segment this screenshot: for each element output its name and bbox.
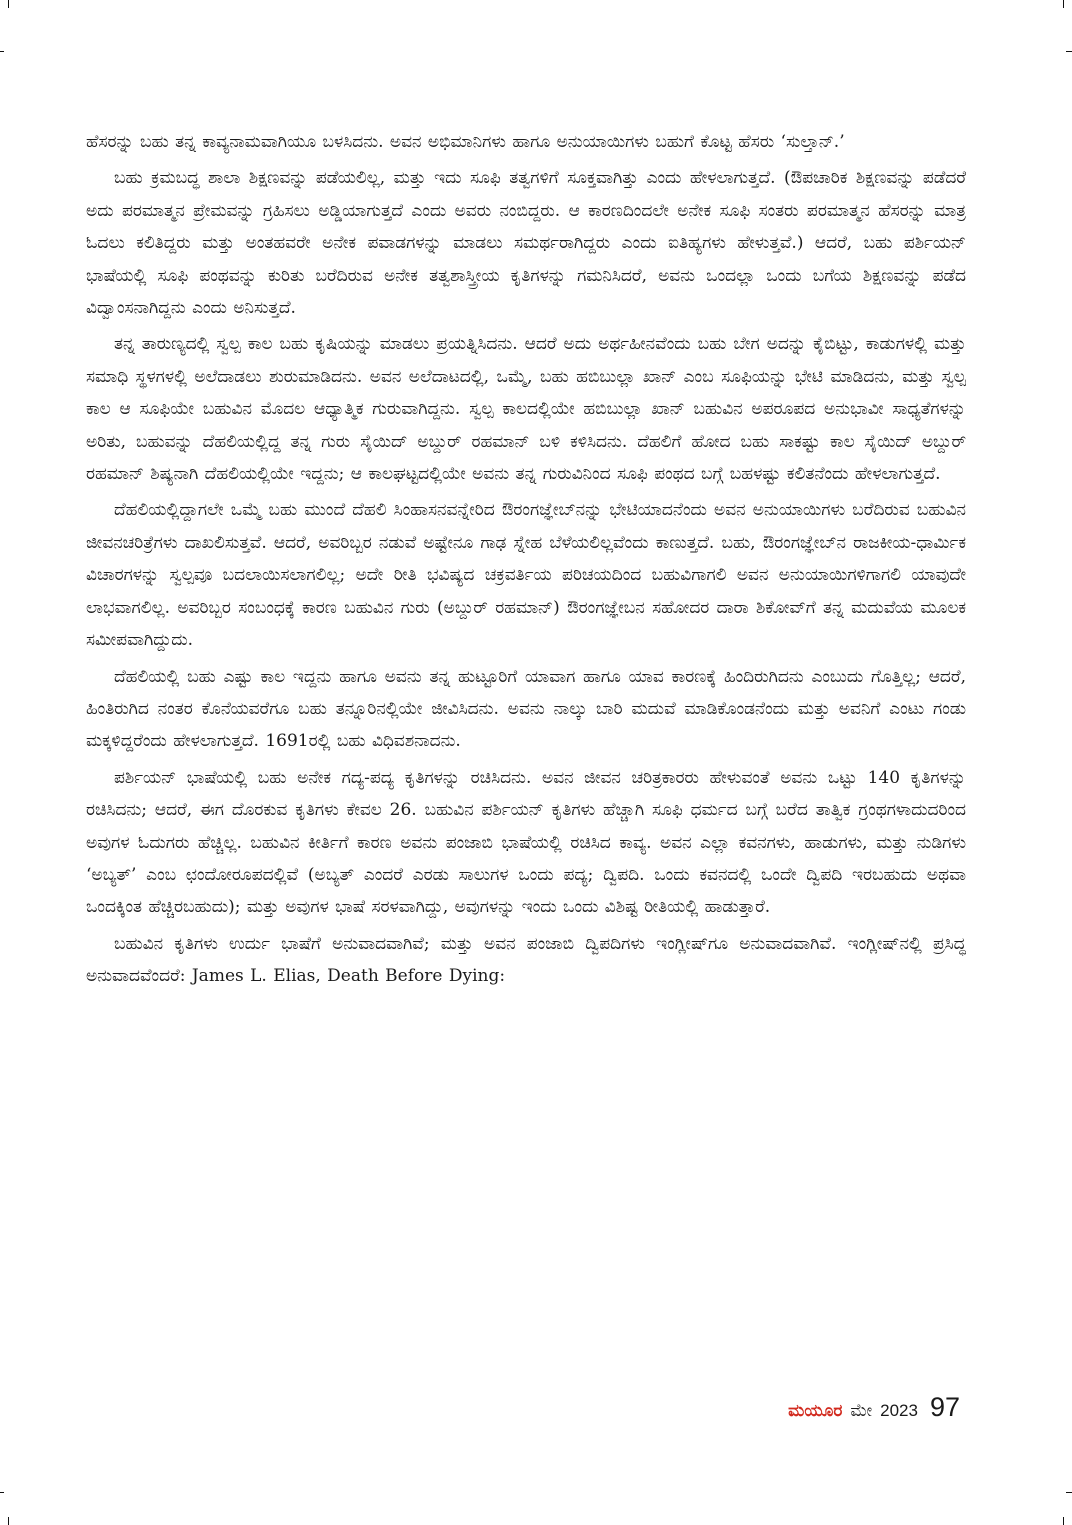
paragraph: ಬಹು ಕ್ರಮಬದ್ಧ ಶಾಲಾ ಶಿಕ್ಷಣವನ್ನು ಪಡೆಯಲಿಲ್ಲ, ಮತ್ತು ಇದು ಸೂಫಿ ತತ್ವಗಳಿಗೆ ಸೂಕ್ತವಾಗಿತ್ತು ಎಂದು ಹೇಳಲಾಗುತ್ತದೆ. (ಔಪಚಾರಿಕ ಶಿಕ್ಷಣವನ್ನು ಪಡೆದರೆ ಅದು ಪರಮಾತ್ಮನ ಪ್ರೇಮವನ್ನು ಗ್ರಹಿಸಲು ಅಡ್ಡಿಯಾಗುತ್ತದೆ ಎಂದು ಅವರು ನಂಬಿದ್ದರು. ಆ ಕಾರಣದಿಂದಲೇ ಅನೇಕ ಸೂಫಿ ಸಂತರು ಪರಮಾತ್ಮನ ಹೆಸರನ್ನು ಮಾತ್ರ ಓದಲು ಕಲಿತಿದ್ದರು ಮತ್ತು ಅಂತಹವರೇ ಅನೇಕ ಪವಾಡಗಳನ್ನು ಮಾಡಲು ಸಮರ್ಥರಾಗಿದ್ದರು ಎಂದು ಐತಿಹ್ಯಗಳು ಹೇಳುತ್ತವೆ.) ಆದರೆ, ಬಹು ಪರ್ಶಿಯನ್ ಭಾಷೆಯಲ್ಲಿ ಸೂಫಿ ಪಂಥವನ್ನು ಕುರಿತು ಬರೆದಿರುವ ಅನೇಕ ತತ್ವಶಾಸ್ತ್ರೀಯ ಕೃತಿಗಳನ್ನು ಗಮನಿಸಿದರೆ, ಅವನು ಒಂದಲ್ಲಾ ಒಂದು ಬಗೆಯ ಶಿಕ್ಷಣವನ್ನು ಪಡೆದ ವಿದ್ವಾಂಸನಾಗಿದ್ದನು ಎಂದು ಅನಿಸುತ್ತದೆ. bbox=[86, 168, 966, 319]
paragraph: ತನ್ನ ತಾರುಣ್ಯದಲ್ಲಿ ಸ್ವಲ್ಪ ಕಾಲ ಬಹು ಕೃಷಿಯನ್ನು ಮಾಡಲು ಪ್ರಯತ್ನಿಸಿದನು. ಆದರೆ ಅದು ಅರ್ಥಹೀನವೆಂದು ಬಹು ಬೇಗ ಅದನ್ನು ಕೈಬಿಟ್ಟು, ಕಾಡುಗಳಲ್ಲಿ ಮತ್ತು ಸಮಾಧಿ ಸ್ಥಳಗಳಲ್ಲಿ ಅಲೆದಾಡಲು ಶುರುಮಾಡಿದನು. ಅವನ ಅಲೆದಾಟದಲ್ಲಿ, ಒಮ್ಮೆ, ಬಹು ಹಬಿಬುಲ್ಲಾ ಖಾನ್ ಎಂಬ ಸೂಫಿಯನ್ನು ಭೇಟಿ ಮಾಡಿದನು, ಮತ್ತು ಸ್ವಲ್ಪ ಕಾಲ ಆ ಸೂಫಿಯೇ ಬಹುವಿನ ಮೊದಲ ಆಧ್ಯಾತ್ಮಿಕ ಗುರುವಾಗಿದ್ದನು. ಸ್ವಲ್ಪ ಕಾಲದಲ್ಲಿಯೇ ಹಬಿಬುಲ್ಲಾ ಖಾನ್ ಬಹುವಿನ ಅಪರೂಪದ ಅನುಭಾವೀ ಸಾಧ್ಯತೆಗಳನ್ನು ಅರಿತು, ಬಹುವನ್ನು ದೆಹಲಿಯಲ್ಲಿದ್ದ ತನ್ನ ಗುರು ಸೈಯಿದ್ ಅಬ್ದುರ್ ರಹಮಾನ್ ಬಳಿ ಕಳಿಸಿದನು. ದೆಹಲಿಗೆ ಹೋದ ಬಹು ಸಾಕಷ್ಟು ಕಾಲ ಸೈಯಿದ್ ಅಬ್ದುರ್ ರಹಮಾನ್ ಶಿಷ್ಯನಾಗಿ ದೆಹಲಿಯಲ್ಲಿಯೇ ಇದ್ದನು; ಆ ಕಾಲಘಟ್ಟದಲ್ಲಿಯೇ ಅವನು ತನ್ನ ಗುರುವಿನಿಂದ ಸೂಫಿ ಪಂಥದ ಬಗ್ಗೆ ಬಹಳಷ್ಟು ಕಲಿತನೆಂದು ಹೇಳಲಾಗುತ್ತದೆ. bbox=[86, 334, 966, 485]
paragraph: ಬಹುವಿನ ಕೃತಿಗಳು ಉರ್ದು ಭಾಷೆಗೆ ಅನುವಾದವಾಗಿವೆ; ಮತ್ತು ಅವನ ಪಂಜಾಬಿ ದ್ವಿಪದಿಗಳು ಇಂಗ್ಲೀಷ್‌ಗೂ ಅನುವಾದವಾಗಿವೆ. ಇಂಗ್ಲೀಷ್‌ನಲ್ಲಿ ಪ್ರಸಿದ್ಧ ಅನುವಾದವೆಂದರೆ: James L. Elias, Death Before Dying: bbox=[86, 933, 966, 987]
crop-mark-left-top bbox=[0, 51, 4, 52]
paragraph: ಹೆಸರನ್ನು ಬಹು ತನ್ನ ಕಾವ್ಯನಾಮವಾಗಿಯೂ ಬಳಸಿದನು. ಅವನ ಅಭಿಮಾನಿಗಳು ಹಾಗೂ ಅನುಯಾಯಿಗಳು ಬಹುಗೆ ಕೊಟ್ಟ ಹೆಸರು ‘ಸುಲ್ತಾನ್.’ bbox=[86, 132, 845, 152]
crop-mark-left-bottom bbox=[0, 1492, 4, 1493]
crop-mark-bottom-left bbox=[8, 1517, 9, 1525]
issue-month: ಮೇ bbox=[850, 1401, 873, 1421]
crop-mark-bottom-right bbox=[1063, 1517, 1064, 1525]
crop-mark-right-top bbox=[1066, 51, 1072, 52]
magazine-brand: ಮಯೂರ bbox=[788, 1401, 843, 1421]
paragraph: ಪರ್ಶಿಯನ್ ಭಾಷೆಯಲ್ಲಿ ಬಹು ಅನೇಕ ಗದ್ಯ-ಪದ್ಯ ಕೃತಿಗಳನ್ನು ರಚಿಸಿದನು. ಅವನ ಜೀವನ ಚರಿತ್ರಕಾರರು ಹೇಳುವಂತೆ ಅವನು ಒಟ್ಟು 140 ಕೃತಿಗಳನ್ನು ರಚಿಸಿದನು; ಆದರೆ, ಈಗ ದೊರಕುವ ಕೃತಿಗಳು ಕೇವಲ 26. ಬಹುವಿನ ಪರ್ಶಿಯನ್ ಕೃತಿಗಳು ಹೆಚ್ಚಾಗಿ ಸೂಫಿ ಧರ್ಮದ ಬಗ್ಗೆ ಬರೆದ ತಾತ್ವಿಕ ಗ್ರಂಥಗಳಾದುದರಿಂದ ಅವುಗಳ ಓದುಗರು ಹೆಚ್ಚಿಲ್ಲ. ಬಹುವಿನ ಕೀರ್ತಿಗೆ ಕಾರಣ ಅವನು ಪಂಜಾಬಿ ಭಾಷೆಯಲ್ಲಿ ರಚಿಸಿದ ಕಾವ್ಯ. ಅವನ ಎಲ್ಲಾ ಕವನಗಳು, ಹಾಡುಗಳು, ಮತ್ತು ನುಡಿಗಳು ‘ಅಬ್ಯತ್’ ಎಂಬ ಛಂದೋರೂಪದಲ್ಲಿವೆ (ಅಬ್ಯತ್ ಎಂದರೆ ಎರಡು ಸಾಲುಗಳ ಒಂದು ಪದ್ಯ; ದ್ವಿಪದಿ. ಒಂದು ಕವನದಲ್ಲಿ ಒಂದೇ ದ್ವಿಪದಿ ಇರಬಹುದು ಅಥವಾ ಒಂದಕ್ಕಿಂತ ಹೆಚ್ಚಿರಬಹುದು); ಮತ್ತು ಅವುಗಳ ಭಾಷೆ ಸರಳವಾಗಿದ್ದು, ಅವುಗಳನ್ನು ಇಂದು ಒಂದು ವಿಶಿಷ್ಟ ರೀತಿಯಲ್ಲಿ ಹಾಡುತ್ತಾರೆ. bbox=[86, 767, 966, 918]
paragraph: ದೆಹಲಿಯಲ್ಲಿ ಬಹು ಎಷ್ಟು ಕಾಲ ಇದ್ದನು ಹಾಗೂ ಅವನು ತನ್ನ ಹುಟ್ಟೂರಿಗೆ ಯಾವಾಗ ಹಾಗೂ ಯಾವ ಕಾರಣಕ್ಕೆ ಹಿಂದಿರುಗಿದನು ಎಂಬುದು ಗೊತ್ತಿಲ್ಲ; ಆದರೆ, ಹಿಂತಿರುಗಿದ ನಂತರ ಕೊನೆಯವರೆಗೂ ಬಹು ತನ್ನೂರಿನಲ್ಲಿಯೇ ಜೀವಿಸಿದನು. ಅವನು ನಾಲ್ಕು ಬಾರಿ ಮದುವೆ ಮಾಡಿಕೊಂಡನೆಂದು ಮತ್ತು ಅವನಿಗೆ ಎಂಟು ಗಂಡು ಮಕ್ಕಳಿದ್ದರೆಂದು ಹೇಳಲಾಗುತ್ತದೆ. 1691ರಲ್ಲಿ ಬಹು ವಿಧಿವಶನಾದನು. bbox=[86, 666, 966, 752]
issue-year: 2023 bbox=[880, 1401, 918, 1420]
page-number: 97 bbox=[929, 1392, 960, 1422]
page-footer bbox=[788, 1392, 960, 1432]
article-body bbox=[86, 126, 966, 1344]
crop-mark-top-left bbox=[8, 0, 9, 8]
crop-mark-right-bottom bbox=[1066, 1492, 1072, 1493]
paragraph: ದೆಹಲಿಯಲ್ಲಿದ್ದಾಗಲೇ ಒಮ್ಮೆ ಬಹು ಮುಂದೆ ದೆಹಲಿ ಸಿಂಹಾಸನವನ್ನೇರಿದ ಔರಂಗಜ್ಞೇಬ್‌ನನ್ನು ಭೇಟಿಯಾದನೆಂದು ಅವನ ಅನುಯಾಯಿಗಳು ಬರೆದಿರುವ ಬಹುವಿನ ಜೀವನಚರಿತ್ರೆಗಳು ದಾಖಲಿಸುತ್ತವೆ. ಆದರೆ, ಅವರಿಬ್ಬರ ನಡುವೆ ಅಷ್ಟೇನೂ ಗಾಢ ಸ್ನೇಹ ಬೆಳೆಯಲಿಲ್ಲವೆಂದು ಕಾಣುತ್ತದೆ. ಬಹು, ಔರಂಗಜ್ಞೇಬ್‌ನ ರಾಜಕೀಯ-ಧಾರ್ಮಿಕ ವಿಚಾರಗಳನ್ನು ಸ್ವಲ್ಪವೂ ಬದಲಾಯಿಸಲಾಗಲಿಲ್ಲ; ಅದೇ ರೀತಿ ಭವಿಷ್ಯದ ಚಕ್ರವರ್ತಿಯ ಪರಿಚಯದಿಂದ ಬಹುವಿಗಾಗಲಿ ಅವನ ಅನುಯಾಯಿಗಳಿಗಾಗಲಿ ಯಾವುದೇ ಲಾಭವಾಗಲಿಲ್ಲ. ಅವರಿಬ್ಬರ ಸಂಬಂಧಕ್ಕೆ ಕಾರಣ ಬಹುವಿನ ಗುರು (ಅಬ್ದುರ್ ರಹಮಾನ್) ಔರಂಗಜ್ಞೇಬನ ಸಹೋದರ ದಾರಾ ಶಿಕೋವ್‌ಗೆ ತನ್ನ ಮದುವೆಯ ಮೂಲಕ ಸಮೀಪವಾಗಿದ್ದುದು. bbox=[86, 500, 966, 651]
crop-mark-top-right bbox=[1063, 0, 1064, 8]
